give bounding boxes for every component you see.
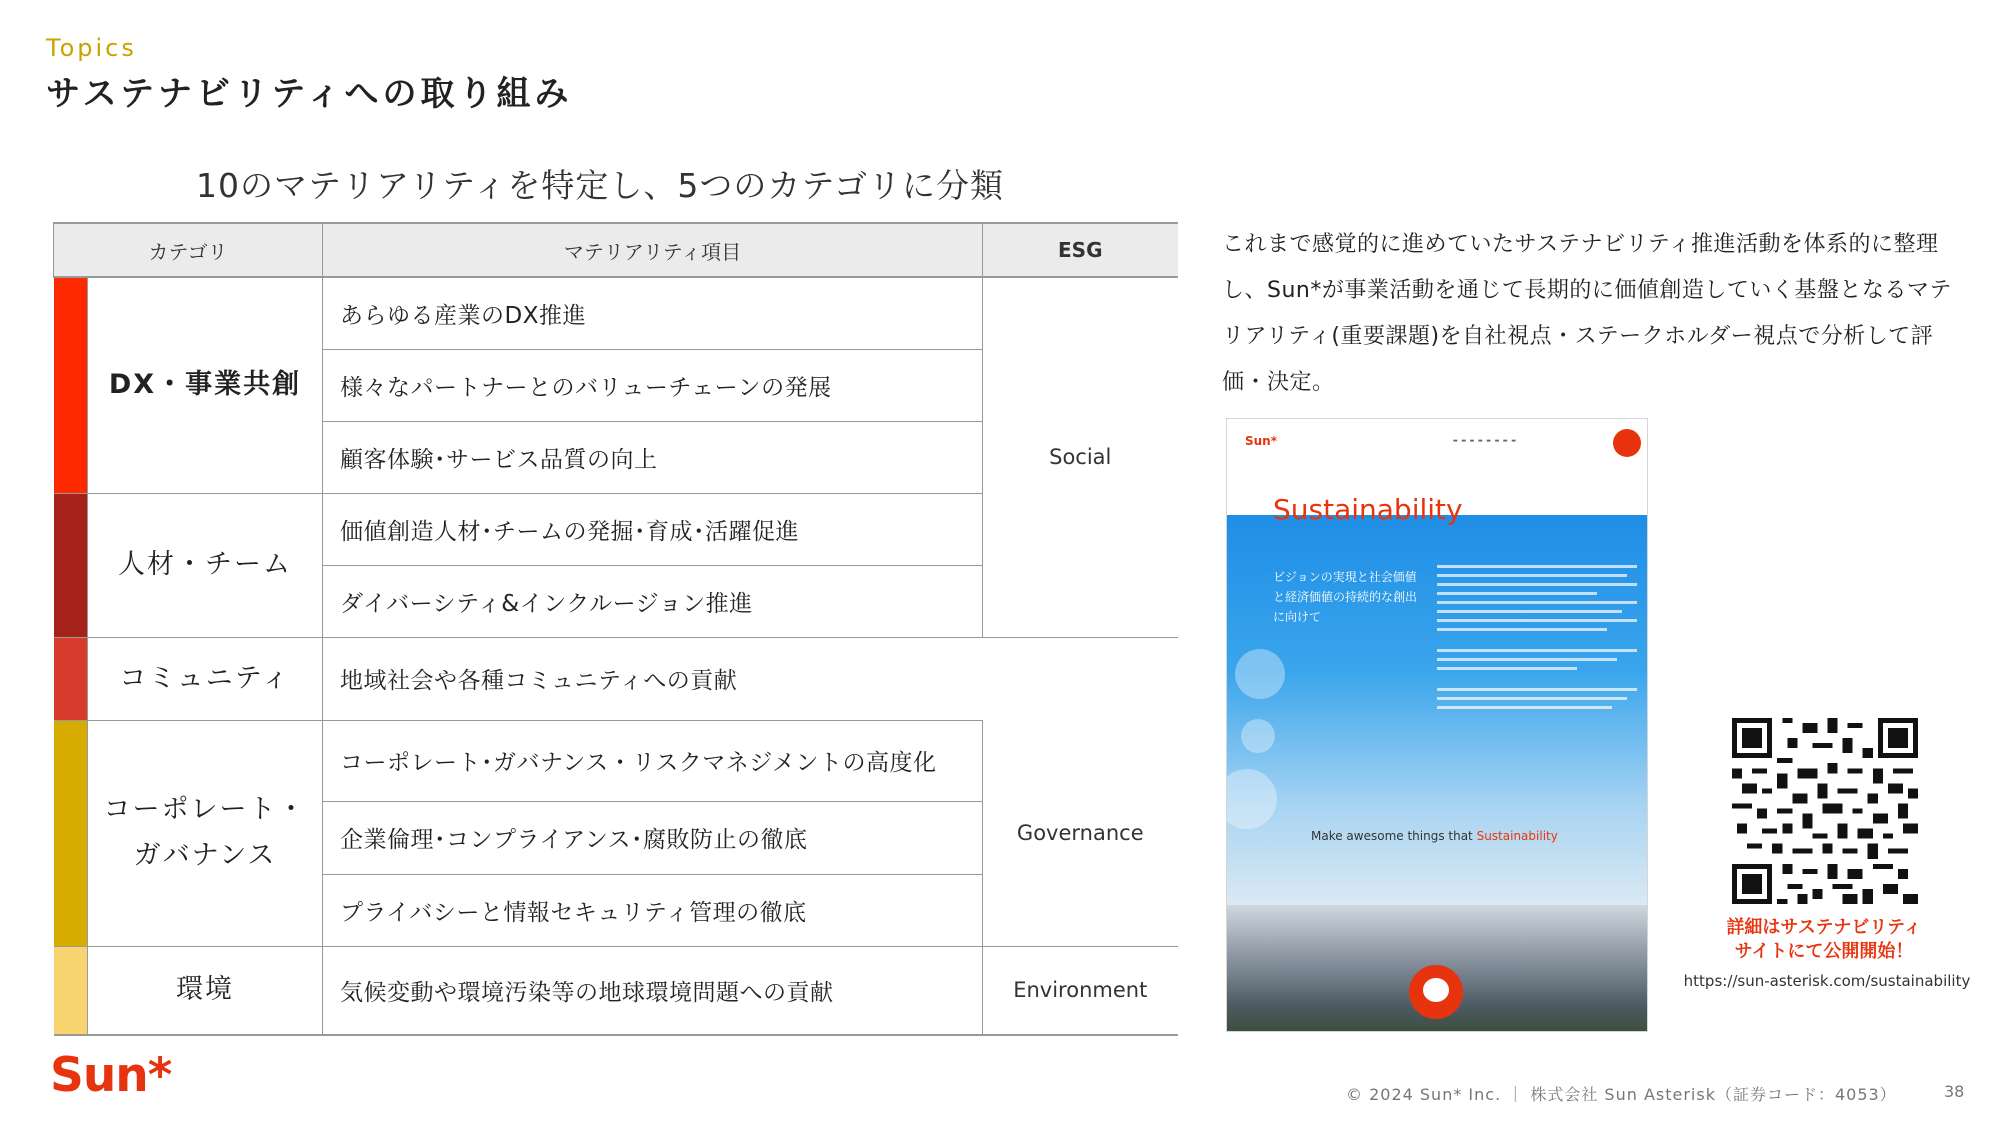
category-color-bar — [54, 493, 88, 637]
topics-label: Topics — [46, 34, 137, 62]
materiality-item: プライバシーと情報セキュリティ管理の徹底 — [323, 874, 983, 946]
brochure-tagline — [1311, 829, 1558, 843]
qr-code-icon — [1732, 718, 1918, 904]
category-governance-line1: コーポレート・ — [103, 794, 307, 826]
materiality-item: 価値創造人材･チームの発掘･育成･活躍促進 — [323, 493, 983, 565]
category-color-bar — [54, 720, 88, 946]
esg-governance: Governance — [983, 720, 1178, 946]
materiality-item: 企業倫理･コンプライアンス･腐敗防止の徹底 — [323, 801, 983, 874]
brochure-vision-text: ビジョンの実現と社会価値と経済価値の持続的な創出に向けて — [1273, 570, 1418, 624]
table-header-row — [54, 223, 1178, 277]
table-row — [54, 277, 1178, 349]
category-dx: DX・事業共創 — [88, 277, 323, 493]
qr-caption — [1690, 916, 1958, 964]
category-environment: 環境 — [88, 946, 323, 1035]
brochure-tagline-highlight: Sustainability — [1476, 829, 1558, 843]
materiality-item: ダイバーシティ&インクルージョン推進 — [323, 565, 983, 637]
materiality-table — [53, 222, 1178, 1036]
brochure-tagline-prefix: Make awesome things that — [1311, 829, 1477, 843]
materiality-item: 様々なパートナーとのバリューチェーンの発展 — [323, 349, 983, 421]
copyright-text: © 2024 Sun* Inc. ｜ 株式会社 Sun Asterisk（証券コード：4053） — [1346, 1085, 1897, 1104]
materiality-item: 気候変動や環境汚染等の地球環境問題への貢献 — [323, 946, 983, 1035]
brochure-contact-icon — [1613, 429, 1641, 457]
category-community: コミュニティ — [88, 637, 323, 720]
esg-social: Social — [983, 277, 1178, 637]
sun-asterisk-logo: Sun* — [50, 1048, 172, 1103]
column-header-category: カテゴリ — [54, 223, 323, 277]
brochure-heading: Sustainability — [1273, 493, 1463, 526]
category-color-bar — [54, 277, 88, 493]
column-header-esg: ESG — [983, 223, 1178, 277]
materiality-item: あらゆる産業のDX推進 — [323, 277, 983, 349]
category-color-bar — [54, 946, 88, 1035]
table-row — [54, 637, 1178, 720]
table-row — [54, 946, 1178, 1035]
brochure-logo: Sun* — [1245, 434, 1278, 448]
brochure-body-lines — [1437, 565, 1637, 715]
qr-caption-line1: 詳細はサステナビリティ — [1726, 917, 1922, 938]
materiality-item: コーポレート･ガバナンス・リスクマネジメントの高度化 — [323, 720, 983, 801]
category-people: 人材・チーム — [88, 493, 323, 637]
sustainability-brochure-image: Sun* ▬ ▬ ▬ ▬ ▬ ▬ ▬ ▬ Sustainability ビジョンの実現と社会価値と経済価値の持続的な創出に向けて Make awesome things that Sustainability — [1226, 418, 1648, 1032]
description-text: これまで感覚的に進めていたサステナビリティ推進活動を体系的に整理し、Sun*が事業活動を通じて長期的に価値創造していく基盤となるマテリアリティ(重要課題)を自社視点・ステークホルダー視点で分析して評価・決定。 — [1222, 232, 1952, 395]
materiality-item: 地域社会や各種コミュニティへの貢献 — [323, 637, 983, 720]
table-row — [54, 720, 1178, 801]
column-header-item: マテリアリティ項目 — [323, 223, 983, 277]
sustainability-url-link[interactable]: https://sun-asterisk.com/sustainability — [1683, 972, 1971, 990]
qr-caption-line2: サイトにて公開開始！ — [1734, 941, 1914, 962]
page-number: 38 — [1944, 1082, 1965, 1101]
mascot-icon — [1409, 965, 1463, 1019]
esg-environment: Environment — [983, 946, 1178, 1035]
category-color-bar — [54, 637, 88, 720]
table-subtitle: 10のマテリアリティを特定し、5つのカテゴリに分類 — [196, 166, 1005, 205]
page-title: サステナビリティへの取り組み — [46, 74, 573, 114]
category-governance-line2: ガバナンス — [133, 840, 277, 871]
materiality-item: 顧客体験･サービス品質の向上 — [323, 421, 983, 493]
category-governance — [88, 720, 323, 946]
